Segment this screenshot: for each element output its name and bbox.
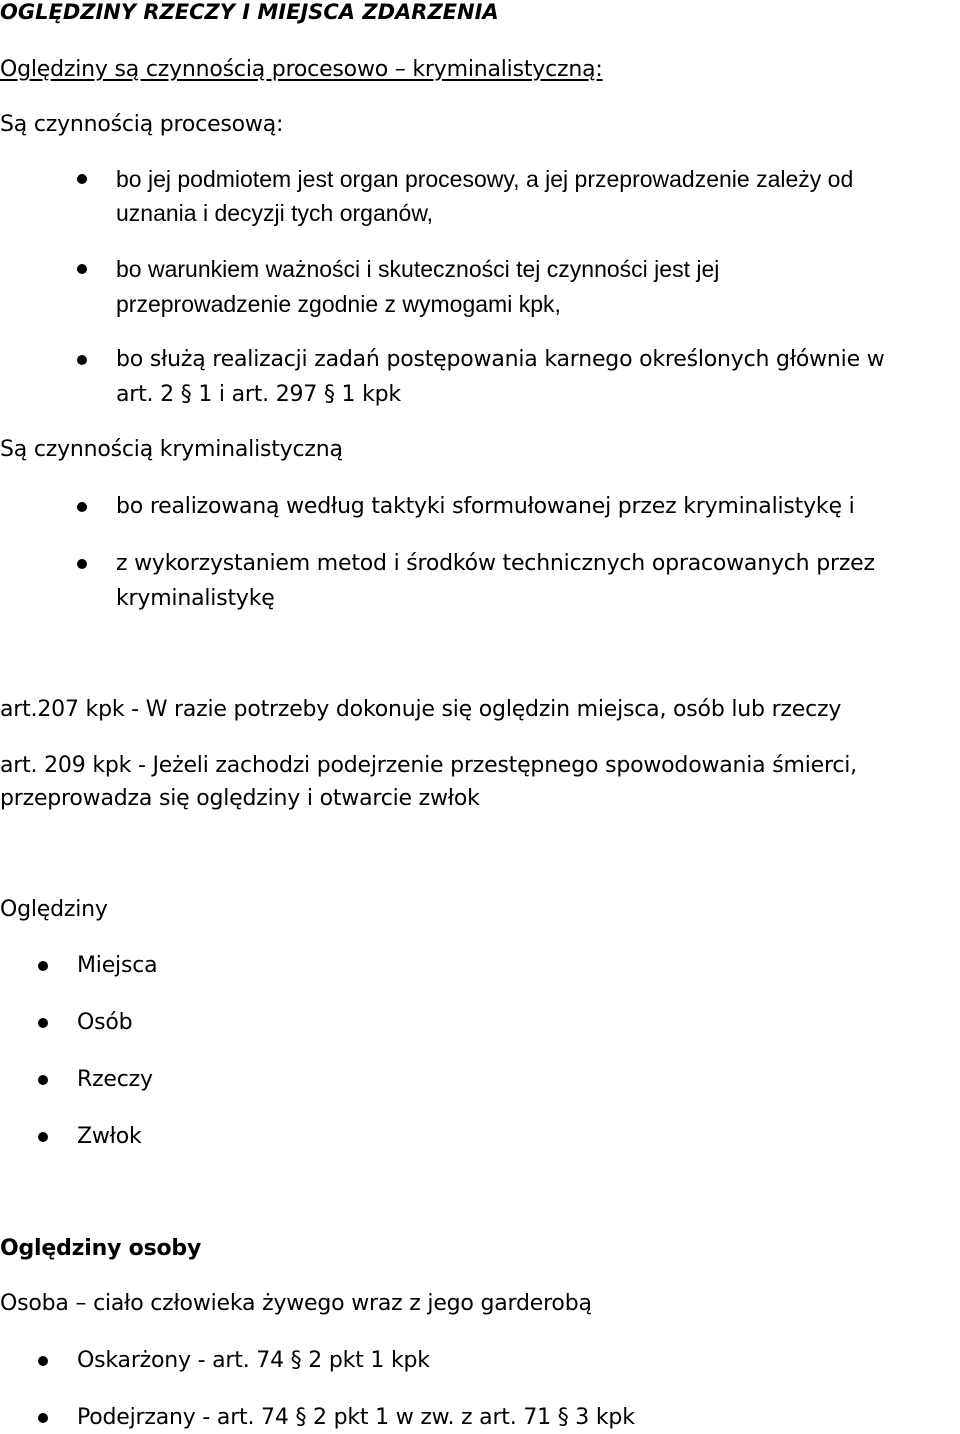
list-item-line: uznania i decyzji tych organów, bbox=[116, 200, 434, 226]
bullet-icon bbox=[38, 1018, 48, 1028]
ogledziny-heading: Oględziny bbox=[0, 897, 108, 922]
osoby-definition: Osoba – ciało człowieka żywego wraz z jego garderobą bbox=[0, 1291, 592, 1316]
page-title: OGLĘDZINY RZECZY I MIEJSCA ZDARZENIA bbox=[0, 0, 499, 24]
bullet-icon bbox=[38, 1075, 48, 1085]
bullet-icon bbox=[77, 502, 87, 512]
procesowa-heading: Są czynnością procesową: bbox=[0, 112, 284, 137]
bullet-icon bbox=[38, 961, 48, 971]
list-item-text: Oskarżony - art. 74 § 2 pkt 1 kpk bbox=[77, 1348, 430, 1373]
osoby-heading: Oględziny osoby bbox=[0, 1236, 202, 1261]
list-item-line: bo jej podmiotem jest organ procesowy, a jej przeprowadzenie zależy od bbox=[116, 166, 854, 192]
art209-text-line1: art. 209 kpk - Jeżeli zachodzi podejrzenie przestępnego spowodowania śmierci, bbox=[0, 753, 857, 778]
bullet-icon bbox=[38, 1132, 48, 1142]
list-item-line: bo służą realizacji zadań postępowania karnego określonych głównie w bbox=[116, 347, 885, 372]
list-item-text: Podejrzany - art. 74 § 2 pkt 1 w zw. z art. 71 § 3 kpk bbox=[77, 1405, 635, 1430]
list-item-text: Miejsca bbox=[77, 953, 158, 978]
bullet-icon bbox=[77, 174, 87, 184]
list-item-text: Osób bbox=[77, 1010, 133, 1035]
intro-text: Oględziny są czynnością procesowo – kryminalistyczną: bbox=[0, 57, 603, 82]
list-item-text: Rzeczy bbox=[77, 1067, 153, 1092]
bullet-icon bbox=[77, 559, 87, 569]
list-item-line: art. 2 § 1 i art. 297 § 1 kpk bbox=[116, 382, 401, 407]
bullet-icon bbox=[77, 264, 87, 274]
list-item-line: z wykorzystaniem metod i środków technicznych opracowanych przez bbox=[116, 551, 875, 576]
bullet-icon bbox=[38, 1356, 48, 1366]
list-item-line: kryminalistykę bbox=[116, 586, 275, 611]
list-item-line: bo realizowaną według taktyki sformułowanej przez kryminalistykę i bbox=[116, 494, 855, 519]
list-item-text: Zwłok bbox=[77, 1124, 142, 1149]
list-item-line: przeprowadzenie zgodnie z wymogami kpk, bbox=[116, 291, 561, 317]
art209-text-line2: przeprowadza się oględziny i otwarcie zwłok bbox=[0, 786, 480, 811]
kryminalistyczna-heading: Są czynnością kryminalistyczną bbox=[0, 437, 343, 462]
art207-text: art.207 kpk - W razie potrzeby dokonuje się oględzin miejsca, osób lub rzeczy bbox=[0, 697, 842, 722]
bullet-icon bbox=[38, 1413, 48, 1423]
list-item-line: bo warunkiem ważności i skuteczności tej czynności jest jej bbox=[116, 256, 720, 282]
bullet-icon bbox=[77, 355, 87, 365]
